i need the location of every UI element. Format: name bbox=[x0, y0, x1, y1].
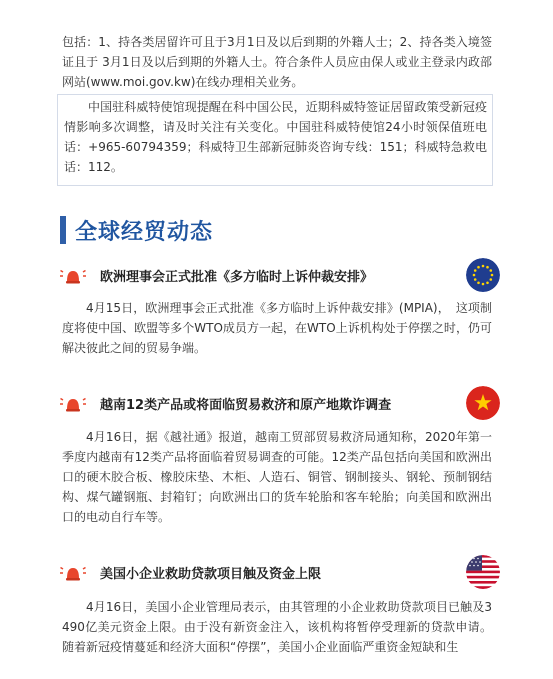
news-title-text: 美国小企业救助贷款项目触及资金上限 bbox=[100, 566, 322, 582]
section-header bbox=[60, 212, 213, 248]
intro-paragraph: 包括：1、持各类居留许可且于3月1日及以后到期的外籍人士；2、持各类入境签证且于 3月1日及以后到期的外籍人士。符合条件人员应由保人或业主登录内政部网站(www.moi.gov.kw)在线办理相关业务。 bbox=[62, 35, 492, 89]
section-title: 全球经贸动态 bbox=[75, 219, 214, 245]
eu-flag-icon bbox=[466, 258, 500, 292]
news-body: 4月16日，据《越社通》报道，越南工贸部贸易救济局通知称，2020年第一季度内越南有12类产品将面临着贸易调查的可能。12类产品包括向美国和欧洲出口的硬木胶合板、橡胶床垫、木柜、人造石、铜管、钢制接头、钢轮、预制钢结构、煤气罐钢瓶、封箱钉；向欧洲出口的货车轮胎和客车轮胎；向美国和欧洲出口的电动自行车等。 bbox=[62, 430, 492, 524]
alarm-bell-icon bbox=[60, 265, 86, 285]
news-body: 4月15日，欧洲理事会正式批准《多方临时上诉仲裁安排》(MPIA)， 这项制度将使中国、欧盟等多个WTO成员方一起，在WTO上诉机构处于停摆之时，仍可解决彼此之间的贸易争端。 bbox=[62, 301, 492, 355]
vietnam-flag-icon bbox=[466, 386, 500, 420]
alarm-bell-icon bbox=[60, 393, 86, 413]
section-bar bbox=[60, 216, 66, 244]
news-title-text: 欧洲理事会正式批准《多方临时上诉仲裁安排》 bbox=[100, 269, 374, 285]
embassy-notice: 中国驻科威特使馆现提醒在科中国公民，近期科威特签证居留政策受新冠疫情影响多次调整，请及时关注有关变化。中国驻科威特使馆24小时领保值班电话：+965-60794359；科威特卫生部新冠肺炎咨询专线：151；科威特急救电话：112。 bbox=[64, 100, 487, 174]
news-item-title bbox=[60, 258, 500, 292]
news-body: 4月16日，美国小企业管理局表示，由其管理的小企业救助贷款项目已触及3490亿美元资金上限。由于没有新资金注入，该机构将暂停受理新的贷款申请。随着新冠疫情蔓延和经济大面积“停摆”，美国小企业面临严重资金短缺和生 bbox=[62, 600, 492, 654]
news-title-text: 越南12类产品或将面临贸易救济和原产地欺诈调查 bbox=[100, 397, 392, 413]
news-item-title bbox=[60, 555, 500, 589]
news-item-title bbox=[60, 386, 500, 420]
alarm-bell-icon bbox=[60, 562, 86, 582]
usa-flag-icon bbox=[466, 555, 500, 589]
